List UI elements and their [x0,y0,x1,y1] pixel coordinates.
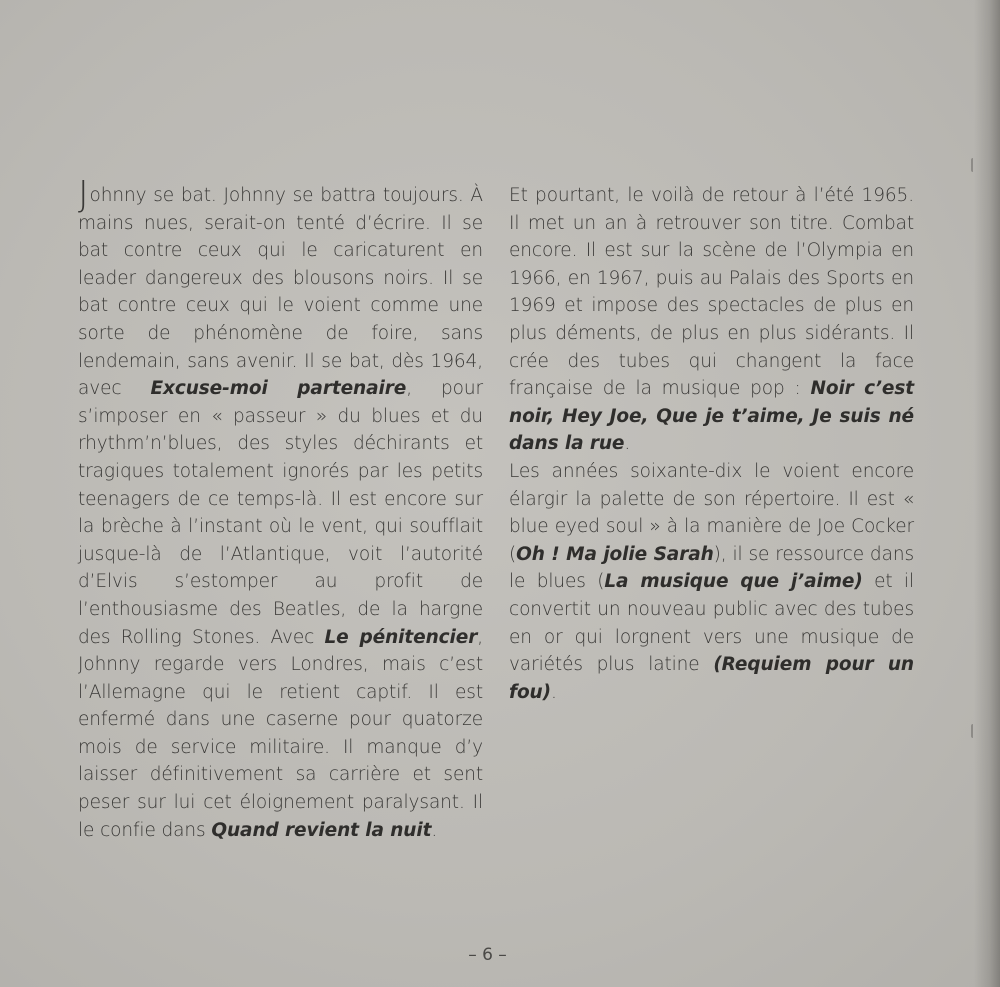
binding-shadow [974,0,1000,987]
left-column [78,174,484,844]
right-paragraph-1 [509,182,914,458]
drop-cap: J [78,174,89,215]
song-titles: Noir c’est noir, Hey Joe, Que je t’aime, Je suis né dans la rue [509,378,914,455]
page-number: – 6 – [468,945,507,965]
song-title: Oh ! Ma jolie Sarah [516,543,714,565]
text-span: , pour s’imposer en « passeur » du blues et du rhythm’n’blues, des styles déchirants et tragiques totalement ignorés par les petits teenagers de ce temps-là. Il est encore sur la brèche à l’instant où le vent, qui soufflait jusque-là de l’Atlantique, voit l’autorité d’Elvis s’estomper au profit de l’enthousiasme des Beatles, de la hargne des Rolling Stones. Avec [78,378,483,648]
text-span: Et pourtant, le voilà de retour à l’été 1965. Il met un an à retrouver son titre. Combat encore. Il est sur la scène de l’Olympia en 1966, en 1967, puis au Palais des Sports en 1969 et impose des spectacles de plus en plus déments, de plus en plus sidérants. Il crée des tubes qui changent la face française de la musique pop : [509,185,914,400]
staple-bottom [971,724,978,738]
song-title: (Requiem pour un fou) [509,654,914,703]
text-span: . [550,681,557,703]
song-title: Excuse-moi partenaire [150,378,407,400]
song-title: Le pénitencier [324,626,478,648]
text-span: et il convertit un nouveau public avec des tubes en or qui lorgnent vers une musique de variétés plus latine [509,571,914,676]
staple-top [971,158,978,172]
song-title: Quand revient la nuit [211,819,432,841]
right-column [509,182,914,706]
text-span: , Johnny regarde vers Londres, mais c’est l’Allemagne qui le retient captif. Il est enfermé dans une caserne pour quatorze mois de service militaire. Il manque d’y laisser définitivement sa carrière et sent peser sur lui cet éloignement paralysant. Il le confie dans [78,626,484,841]
text-span: Les années soixante-dix le voient encore élargir la palette de son répertoire. Il est « blue eyed soul » à la manière de Joe Cocker ( [509,460,914,565]
text-span: . [624,433,631,455]
song-title: La musique que j’aime) [604,571,863,593]
text-span: ), il se ressource dans le blues ( [509,543,914,593]
text-span: ohnny se bat. Johnny se battra toujours. À mains nues, serait-on tenté d’écrire. Il se bat contre ceux qui le caricaturent en leader dangereux des blousons noirs. Il se bat contre ceux qui le voient comme une sorte de phénomène de foire, sans lendemain, sans avenir. Il se bat, dès 1964, avec [78,185,483,400]
text-span: . [431,819,438,841]
right-paragraph-2 [509,458,914,706]
left-paragraph [78,174,484,844]
